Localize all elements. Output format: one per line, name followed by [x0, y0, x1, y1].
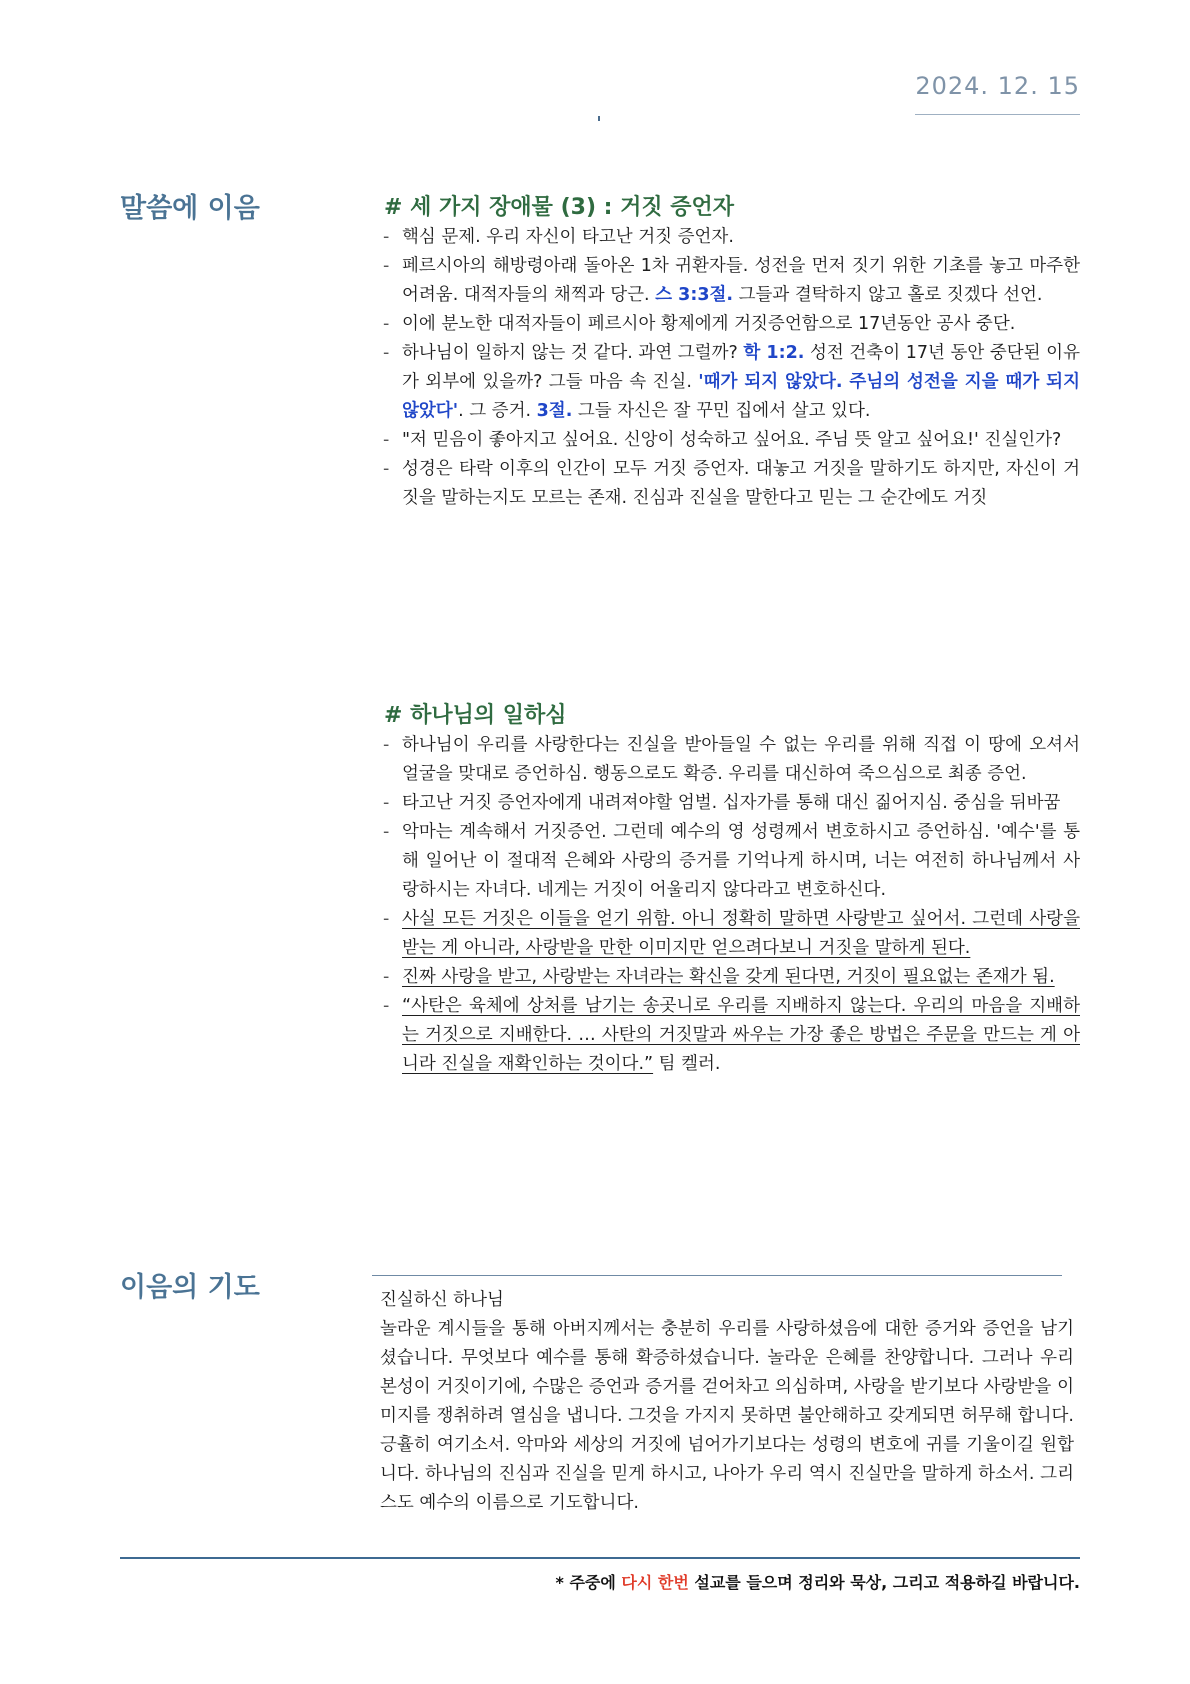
list-item: [384, 963, 1080, 992]
date-divider: [915, 114, 1080, 115]
sermon-block-gods-work: [384, 701, 1080, 1079]
footer-divider: [120, 1557, 1080, 1559]
block-heading: # 세 가지 장애물 (3) : 거짓 증언자: [384, 195, 735, 220]
footer-highlight: 다시 한번: [621, 1573, 689, 1592]
list-item: - 성경은 타락 이후의 인간이 모두 거짓 증언자. 대놓고 거짓을 말하기도 하지만, 자신이 거짓을 말하는지도 모르는 존재. 진심과 진실을 말한다고 믿는 그 순간에도 거짓: [384, 455, 1080, 513]
bible-reference: 학 1:2.: [743, 343, 805, 363]
header-tick-mark: [598, 116, 600, 121]
underlined-text: 사실 모든 거짓은 이들을 얻기 위함. 아니 정확히 말하면 사랑받고 싶어서. 그런데 사랑을 받는 게 아니라, 사랑받을 만한 이미지만 얻으려다보니 거짓을 말하게 된다.: [402, 909, 1080, 958]
list-item: - "저 믿음이 좋아지고 싶어요. 신앙이 성숙하고 싶어요. 주님 뜻 알고 싶어요!' 진실인가?: [384, 426, 1080, 455]
sermon-block-obstacles: [384, 193, 1080, 513]
list-item: - 이에 분노한 대적자들이 페르시아 황제에게 거짓증언함으로 17년동안 공사 중단.: [384, 310, 1080, 339]
bible-reference: 3절.: [536, 401, 573, 421]
underlined-text: 진짜 사랑을 받고, 사랑받는 자녀라는 확신을 갖게 된다면, 거짓이 필요없는 존재가 됨.: [402, 967, 1055, 987]
bullet-list: [384, 223, 1080, 513]
prayer-title: 진실하신 하나님: [380, 1290, 504, 1310]
list-item: - 핵심 문제. 우리 자신이 타고난 거짓 증언자.: [384, 223, 1080, 252]
quote-author: 팀 켈러.: [653, 1054, 721, 1074]
list-item: - 타고난 거짓 증언자에게 내려져야할 엄벌. 십자가를 통해 대신 짊어지심. 중심을 뒤바꿈: [384, 789, 1080, 818]
section-title-prayer: 이음의 기도: [120, 1272, 260, 1303]
underlined-quote: “사탄은 육체에 상처를 남기는 송곳니로 우리를 지배하지 않는다. 우리의 마음을 지배하는 거짓으로 지배한다. … 사탄의 거짓말과 싸우는 가장 좋은 방법은 주문을 만드는 게 아니라 진실을 재확인하는 것이다.”: [402, 996, 1080, 1074]
prayer-body: 놀라운 계시들을 통해 아버지께서는 충분히 우리를 사랑하셨음에 대한 증거와 증언을 남기셨습니다. 무엇보다 예수를 통해 확증하셨습니다. 놀라운 은혜를 찬양합니다. 그러나 우리 본성이 거짓이기에, 수많은 증언과 증거를 걷어차고 의심하며, 사랑을 받기보다 사랑받을 이미지를 쟁취하려 열심을 냅니다. 그것을 가지지 못하면 불안해하고 갖게되면 허무해 합니다. 긍휼히 여기소서. 악마와 세상의 거짓에 넘어가기보다는 성령의 변호에 귀를 기울이길 원합니다. 하나님의 진심과 진실을 믿게 하시고, 나아가 우리 역시 진실만을 말하게 하소서. 그리스도 예수의 이름으로 기도합니다.: [380, 1319, 1074, 1513]
block-heading: # 하나님의 일하심: [384, 703, 567, 728]
prayer-text: [380, 1286, 1074, 1518]
section-title-sermon: 말씀에 이음: [120, 193, 260, 224]
footer-note: * 주중에 다시 한번 설교를 들으며 정리와 묵상, 그리고 적용하길 바랍니다.: [555, 1573, 1080, 1592]
bible-reference: 스 3:3절.: [655, 285, 734, 305]
list-item: - 하나님이 일하지 않는 것 같다. 과연 그럴까? 학 1:2. 성전 건축이 17년 동안 중단된 이유가 외부에 있을까? 그들 마음 속 진실. '때가 되지 않았다. 주님의 성전을 지을 때가 되지 않았다'. 그 증거. 3절. 그들 자신은 잘 꾸민 집에서 살고 있다.: [384, 339, 1080, 426]
prayer-divider: [372, 1275, 1062, 1276]
bullet-list: [384, 731, 1080, 1079]
list-item: [384, 905, 1080, 963]
bible-quote: '때가 되지 않았다. 주님의 성전을 지을 때가 되지 않았다': [402, 372, 1080, 421]
list-item: [384, 992, 1080, 1079]
sermon-date: 2024. 12. 15: [915, 72, 1080, 100]
list-item: - 하나님이 우리를 사랑한다는 진실을 받아들일 수 없는 우리를 위해 직접 이 땅에 오셔서 얼굴을 맞대로 증언하심. 행동으로도 확증. 우리를 대신하여 죽으심으로 최종 증언.: [384, 731, 1080, 789]
list-item: - 악마는 계속해서 거짓증언. 그런데 예수의 영 성령께서 변호하시고 증언하심. '예수'를 통해 일어난 이 절대적 은혜와 사랑의 증거를 기억나게 하시며, 너는 여전히 하나님께서 사랑하시는 자녀다. 네게는 거짓이 어울리지 않다라고 변호하신다.: [384, 818, 1080, 905]
list-item: - 페르시아의 해방령아래 돌아온 1차 귀환자들. 성전을 먼저 짓기 위한 기초를 놓고 마주한 어려움. 대적자들의 채찍과 당근. 스 3:3절. 그들과 결탁하지 않고 홀로 짓겠다 선언.: [384, 252, 1080, 310]
